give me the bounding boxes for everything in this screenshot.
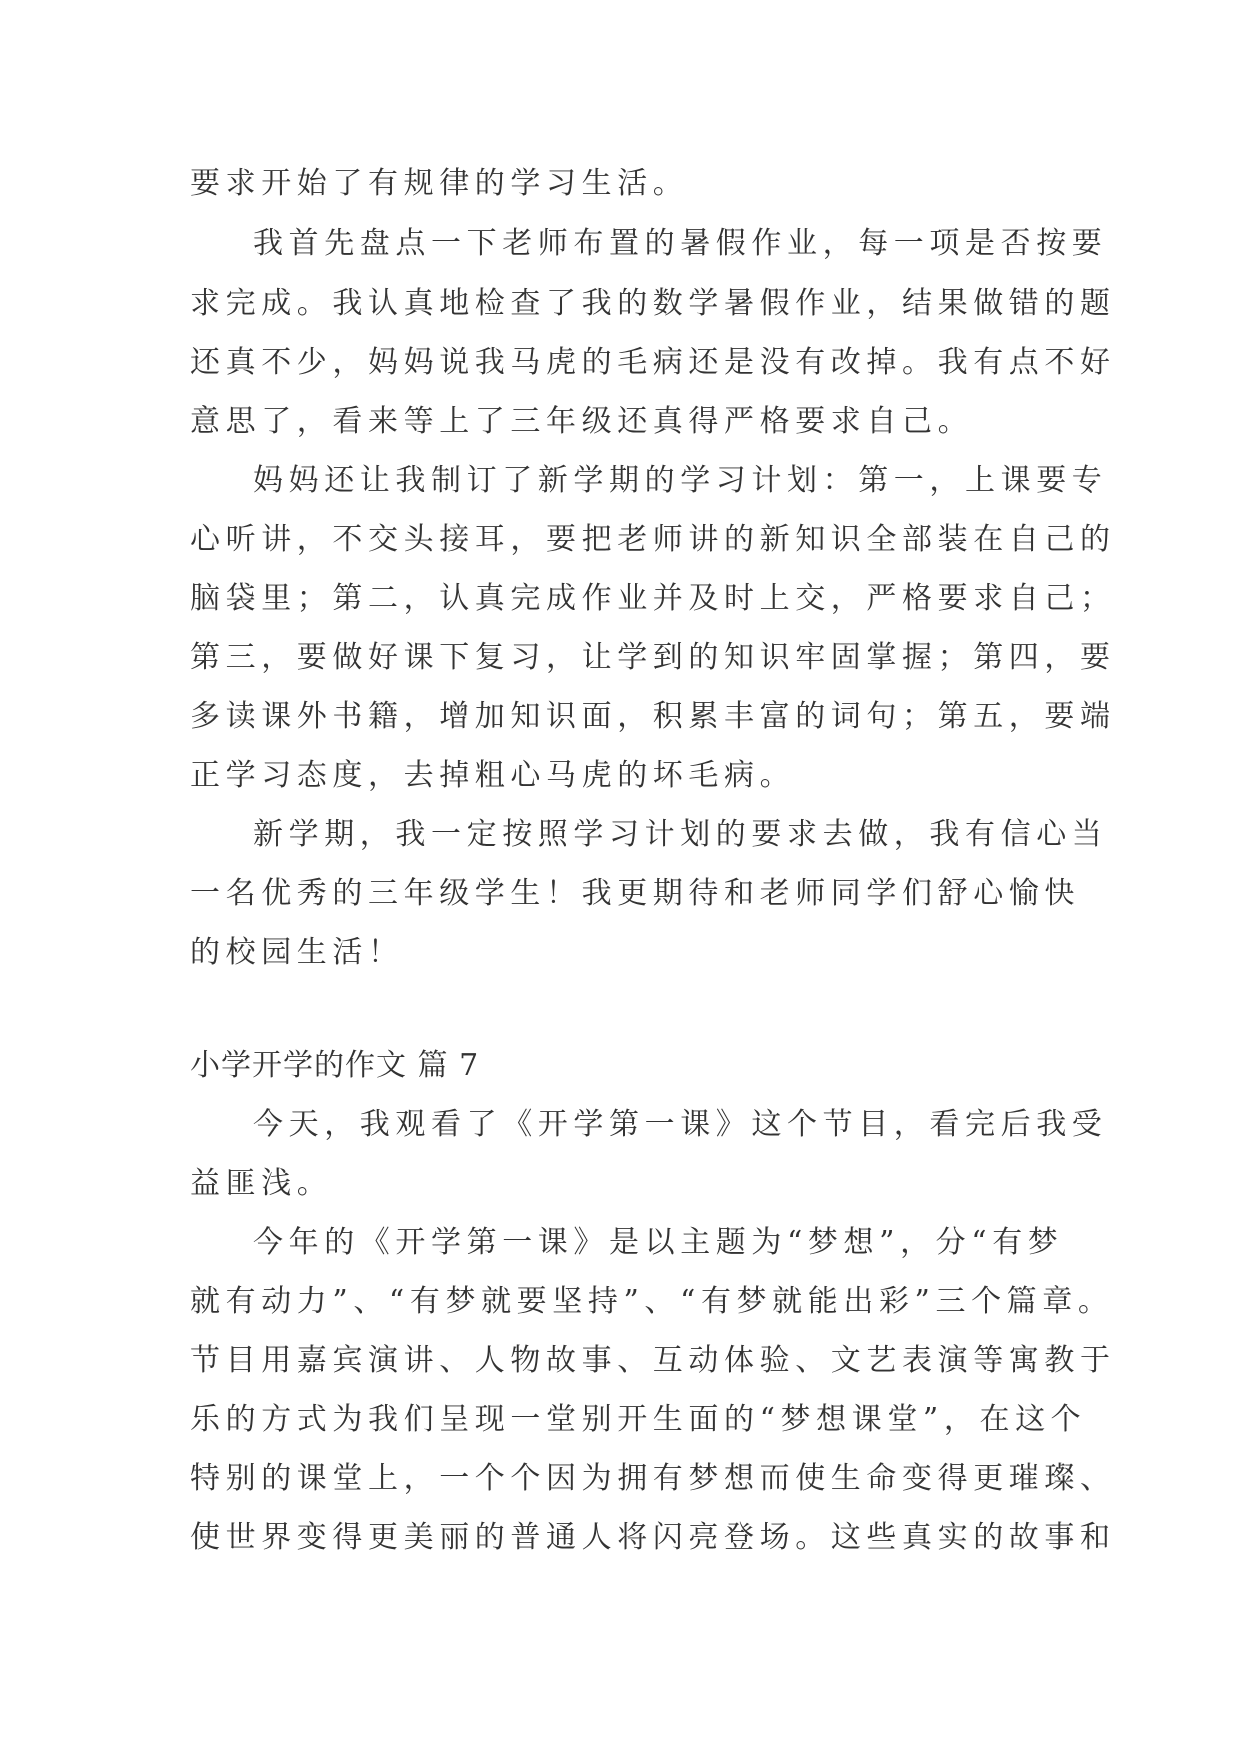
paragraph-line: 心听讲，不交头接耳，要把老师讲的新知识全部装在自己的 bbox=[190, 522, 1116, 557]
paragraph-line: 乐的方式为我们呈现一堂别开生面的“梦想课堂”，在这个 bbox=[190, 1402, 1087, 1437]
paragraph-line: 脑袋里；第二，认真完成作业并及时上交，严格要求自己； bbox=[190, 581, 1116, 616]
paragraph-line: 一名优秀的三年级学生！我更期待和老师同学们舒心愉快 bbox=[190, 876, 1080, 911]
section-heading: 小学开学的作文 篇 7 bbox=[190, 1048, 480, 1083]
paragraph-line: 多读课外书籍，增加知识面，积累丰富的词句；第五，要端 bbox=[190, 699, 1116, 734]
paragraph-line: 节目用嘉宾演讲、人物故事、互动体验、文艺表演等寓教于 bbox=[190, 1343, 1116, 1378]
paragraph-line: 的校园生活！ bbox=[190, 935, 404, 970]
paragraph-line: 特别的课堂上，一个个因为拥有梦想而使生命变得更璀璨、 bbox=[190, 1461, 1116, 1496]
paragraph-line: 新学期，我一定按照学习计划的要求去做，我有信心当 bbox=[253, 817, 1108, 852]
paragraph-line: 益匪浅。 bbox=[190, 1166, 333, 1201]
paragraph-line: 使世界变得更美丽的普通人将闪亮登场。这些真实的故事和 bbox=[190, 1520, 1116, 1555]
paragraph-line: 还真不少，妈妈说我马虎的毛病还是没有改掉。我有点不好 bbox=[190, 345, 1116, 380]
paragraph-line: 意思了，看来等上了三年级还真得严格要求自己。 bbox=[190, 404, 974, 439]
paragraph-line: 今天，我观看了《开学第一课》这个节目，看完后我受 bbox=[253, 1107, 1108, 1142]
paragraph-line: 第三，要做好课下复习，让学到的知识牢固掌握；第四，要 bbox=[190, 640, 1116, 675]
paragraph-line: 我首先盘点一下老师布置的暑假作业，每一项是否按要 bbox=[253, 226, 1108, 261]
paragraph-line: 要求开始了有规律的学习生活。 bbox=[190, 166, 689, 201]
paragraph-line: 求完成。我认真地检查了我的数学暑假作业，结果做错的题 bbox=[190, 286, 1116, 321]
paragraph-line: 妈妈还让我制订了新学期的学习计划：第一，上课要专 bbox=[253, 463, 1108, 498]
paragraph-line: 正学习态度，去掉粗心马虎的坏毛病。 bbox=[190, 758, 796, 793]
paragraph-line: 今年的《开学第一课》是以主题为“梦想”，分“有梦 bbox=[253, 1225, 1064, 1260]
paragraph-line: 就有动力”、“有梦就要坚持”、“有梦就能出彩”三个篇章。 bbox=[190, 1284, 1114, 1319]
